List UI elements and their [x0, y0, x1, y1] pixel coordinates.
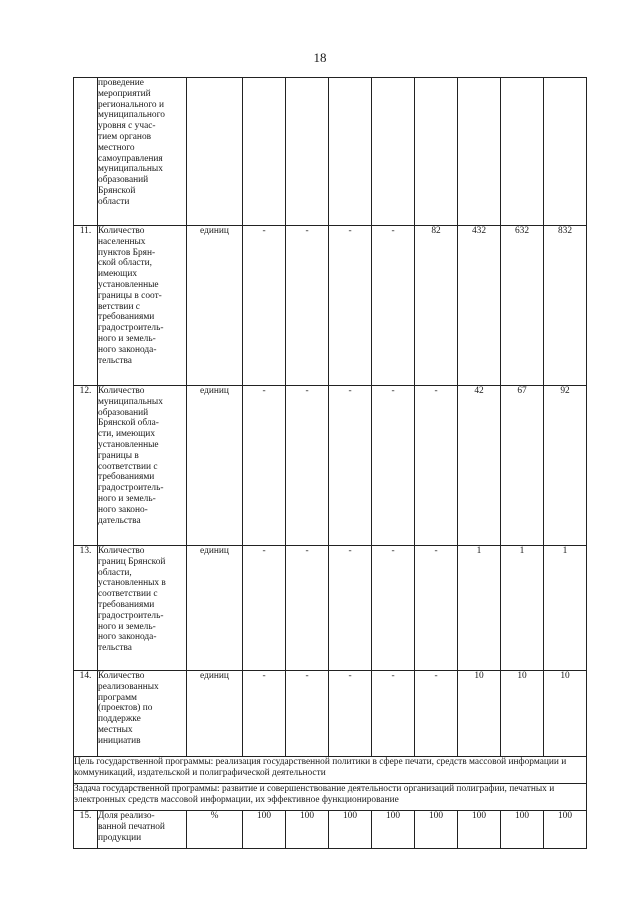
cell-value: 10: [544, 671, 587, 757]
cell-value: 632: [501, 226, 544, 386]
cell-value: -: [286, 671, 329, 757]
task-row: [74, 784, 587, 811]
cell-value: -: [415, 546, 458, 671]
cell-value: -: [286, 546, 329, 671]
table-row-11: [74, 226, 587, 386]
cell-value: 100: [458, 811, 501, 849]
cell-num: 11.: [74, 226, 98, 386]
cell-value: 67: [501, 386, 544, 546]
cell-value: -: [372, 386, 415, 546]
table-row-13: [74, 546, 587, 671]
goal-row: [74, 757, 587, 784]
cell-name: Количество границ Брянской области, установленных в соответствии с требованиями градостроитель- ного и земель- ного законода- тельства: [98, 546, 187, 671]
cell-name: Количество муниципальных образований Брянской обла- сти, имеющих установленные границы в соответствии с требованиями градостроитель- ного и земель- ного законо- дательства: [98, 386, 187, 546]
cell-value: 1: [544, 546, 587, 671]
cell-value: 832: [544, 226, 587, 386]
cell-value: 100: [372, 811, 415, 849]
cell-value: -: [243, 386, 286, 546]
cell-unit: единиц: [187, 386, 243, 546]
cell-value: -: [372, 226, 415, 386]
cell-name: проведение мероприятий регионального и муниципального уровня с учас- тием органов местного самоуправления муниципальных образований Брянской области: [98, 78, 187, 226]
cell-value: 100: [329, 811, 372, 849]
cell-value: -: [243, 671, 286, 757]
page-number: 18: [313, 50, 327, 65]
cell-value: 10: [501, 671, 544, 757]
cell-value: 100: [544, 811, 587, 849]
cell-value: -: [415, 671, 458, 757]
cell-num: 15.: [74, 811, 98, 849]
indicators-table: [73, 77, 587, 849]
cell-num: 12.: [74, 386, 98, 546]
cell-value: 10: [458, 671, 501, 757]
goal-text: Цель государственной программы: реализация государственной политики в сфере печати, средств массовой информации и коммуникаций, издательской и полиграфической деятельности: [74, 757, 587, 784]
cell-value: 1: [501, 546, 544, 671]
cell-name: Количество реализованных программ (проектов) по поддержке местных инициатив: [98, 671, 187, 757]
cell-unit: единиц: [187, 546, 243, 671]
cell-unit: %: [187, 811, 243, 849]
table-row-15: [74, 811, 587, 849]
cell-value: 432: [458, 226, 501, 386]
task-text: Задача государственной программы: развитие и совершенствование деятельности организаций полиграфии, печатных и электронных средств массовой информации, их эффективное функционирование: [74, 784, 587, 811]
cell-value: 82: [415, 226, 458, 386]
cell-name: Доля реализо- ванной печатной продукции: [98, 811, 187, 849]
cell-value: -: [243, 226, 286, 386]
cell-value: 100: [501, 811, 544, 849]
cell-value: 100: [286, 811, 329, 849]
cell-value: -: [286, 226, 329, 386]
cell-value: -: [329, 546, 372, 671]
table-row-continuation: [74, 78, 587, 226]
cell-name: Количество населенных пунктов Брян- ской области, имеющих установленные границы в соот- ветствии с требованиями градостроитель- ного и земель- ного законода- тельства: [98, 226, 187, 386]
cell-value: -: [329, 226, 372, 386]
cell-value: 100: [243, 811, 286, 849]
cell-value: -: [286, 386, 329, 546]
cell-num: [74, 78, 98, 226]
cell-value: -: [243, 546, 286, 671]
table-row-14: [74, 671, 587, 757]
cell-value: 92: [544, 386, 587, 546]
table-row-12: [74, 386, 587, 546]
cell-value: 1: [458, 546, 501, 671]
cell-value: -: [372, 671, 415, 757]
cell-num: 14.: [74, 671, 98, 757]
cell-num: 13.: [74, 546, 98, 671]
cell-value: -: [329, 386, 372, 546]
cell-unit: единиц: [187, 671, 243, 757]
cell-value: -: [372, 546, 415, 671]
cell-value: 100: [415, 811, 458, 849]
cell-unit: единиц: [187, 226, 243, 386]
cell-value: -: [329, 671, 372, 757]
cell-value: -: [415, 386, 458, 546]
cell-value: 42: [458, 386, 501, 546]
